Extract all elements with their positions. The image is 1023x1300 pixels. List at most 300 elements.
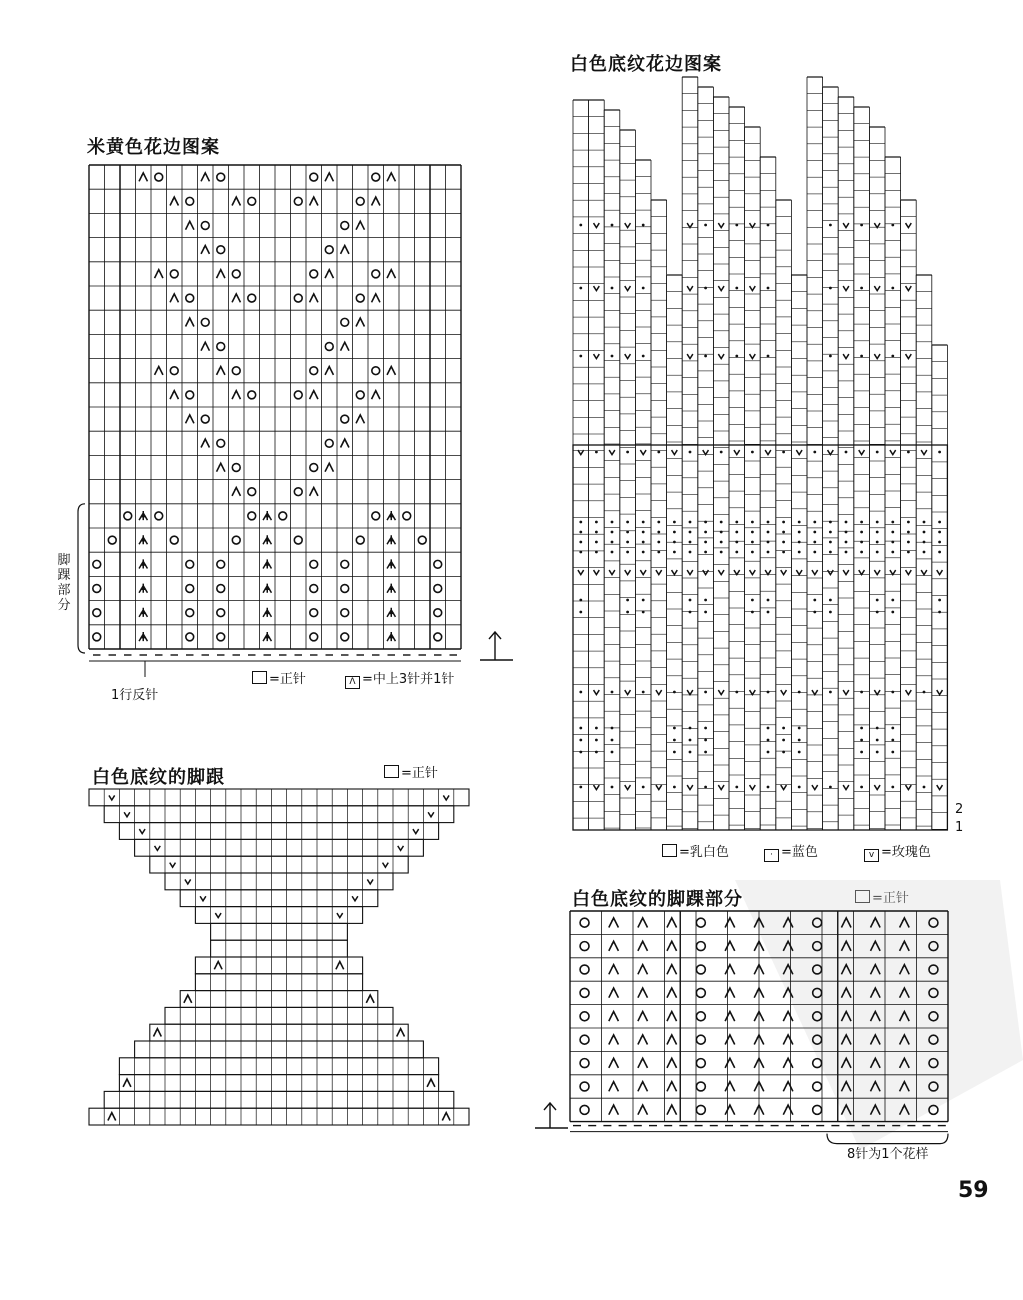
heel-row	[165, 873, 393, 890]
blue-stitch-icon	[611, 355, 614, 358]
blue-stitch-icon	[611, 521, 614, 524]
decrease-icon	[186, 415, 194, 423]
heel-row	[195, 974, 362, 991]
decrease-icon	[217, 367, 225, 375]
decrease-icon	[387, 367, 395, 375]
decrease-icon	[609, 1105, 619, 1115]
yarn-over-icon	[341, 560, 349, 568]
blue-stitch-icon	[595, 739, 598, 742]
blue-stitch-icon	[891, 611, 894, 614]
blue-stitch-icon	[720, 521, 723, 524]
blue-stitch-icon	[720, 541, 723, 544]
yarn-over-icon	[696, 1012, 705, 1021]
decrease-icon	[397, 1029, 405, 1037]
yarn-over-icon	[696, 1082, 705, 1091]
decrease-icon	[356, 318, 364, 326]
blue-stitch-icon	[657, 531, 660, 534]
yarn-over-icon	[93, 560, 101, 568]
blue-stitch-icon	[735, 531, 738, 534]
decrease-icon	[325, 270, 333, 278]
yarn-over-icon	[232, 270, 240, 278]
yarn-over-icon	[279, 512, 287, 520]
decrease-icon	[667, 965, 677, 975]
yarn-over-icon	[434, 560, 442, 568]
decrease-icon	[154, 1029, 162, 1037]
center-double-decrease-icon	[139, 608, 147, 617]
blue-stitch-icon	[689, 739, 692, 742]
blue-stitch-icon	[579, 224, 582, 227]
yarn-over-icon	[248, 391, 256, 399]
blue-stitch-icon	[767, 599, 770, 602]
blue-stitch-icon	[813, 551, 816, 554]
yarn-over-icon	[310, 173, 318, 181]
rose-stitch-icon	[594, 286, 600, 291]
decrease-icon	[638, 1082, 648, 1092]
decrease-icon	[783, 1012, 793, 1022]
blue-stitch-icon	[579, 599, 582, 602]
yarn-over-icon	[813, 1105, 822, 1114]
decrease-icon	[667, 1058, 677, 1068]
blue-stitch-icon	[689, 451, 692, 454]
yarn-over-icon	[372, 173, 380, 181]
heel-row	[135, 839, 424, 856]
rose-stitch-icon	[843, 286, 849, 291]
blue-stitch-icon	[891, 599, 894, 602]
blue-stitch-icon	[611, 691, 614, 694]
yarn-over-icon	[325, 343, 333, 351]
blue-stitch-icon	[735, 551, 738, 554]
blue-stitch-icon	[860, 739, 863, 742]
blue-stitch-icon	[782, 739, 785, 742]
blue-stitch-icon	[891, 751, 894, 754]
rose-stitch-icon	[812, 690, 818, 695]
decrease-icon	[232, 197, 240, 205]
blue-stitch-icon	[782, 521, 785, 524]
rose-stitch-icon	[703, 570, 709, 575]
rose-stitch-icon	[656, 570, 662, 575]
yarn-over-icon	[186, 560, 194, 568]
blue-stitch-icon	[798, 691, 801, 694]
rose-stitch-icon	[734, 570, 740, 575]
blue-stitch-icon	[860, 355, 863, 358]
decrease-icon	[139, 173, 147, 181]
blue-stitch-icon	[923, 521, 926, 524]
blue-stitch-icon	[829, 541, 832, 544]
watermark-shape	[735, 880, 1023, 1150]
yarn-over-icon	[155, 173, 163, 181]
blue-stitch-icon	[813, 531, 816, 534]
yarn-over-icon	[356, 536, 364, 544]
blue-stitch-icon	[782, 531, 785, 534]
rose-stitch-icon	[155, 846, 161, 851]
rose-stitch-icon	[843, 690, 849, 695]
heel-row	[211, 940, 348, 957]
rose-stitch-icon	[843, 785, 849, 790]
blue-stitch-icon	[860, 521, 863, 524]
blue-stitch-icon	[704, 599, 707, 602]
rose-stitch-icon	[656, 785, 662, 790]
row-number-1: 1	[955, 820, 964, 835]
blue-stitch-icon	[767, 751, 770, 754]
decrease-icon	[108, 1113, 116, 1121]
blue-stitch-icon	[673, 521, 676, 524]
yarn-over-icon	[186, 585, 194, 593]
yarn-over-icon	[217, 173, 225, 181]
blue-stitch-icon	[751, 599, 754, 602]
rose-stitch-icon	[609, 450, 615, 455]
blue-stitch-icon	[767, 541, 770, 544]
blue-stitch-icon	[689, 751, 692, 754]
page-number: 59	[958, 1178, 989, 1203]
blue-stitch-icon	[642, 786, 645, 789]
heel-row	[180, 890, 378, 907]
heel-row	[150, 856, 408, 873]
yarn-over-icon	[155, 512, 163, 520]
blue-stitch-icon	[751, 611, 754, 614]
yarn-over-icon	[93, 585, 101, 593]
blue-stitch-icon	[689, 551, 692, 554]
center-double-decrease-icon	[139, 632, 147, 641]
yarn-over-icon	[580, 1105, 589, 1114]
yarn-over-icon	[186, 391, 194, 399]
decrease-icon	[325, 463, 333, 471]
blue-stitch-icon	[579, 531, 582, 534]
decrease-icon	[442, 1113, 450, 1121]
yarn-over-icon	[418, 536, 426, 544]
blue-stitch-icon	[860, 224, 863, 227]
blue-stitch-icon	[798, 551, 801, 554]
yarn-over-icon	[372, 512, 380, 520]
yarn-over-icon	[580, 918, 589, 927]
rose-stitch-icon	[859, 450, 865, 455]
rose-stitch-icon	[703, 450, 709, 455]
rose-legend-icon: v	[864, 849, 879, 862]
yarn-over-icon	[217, 246, 225, 254]
blue-stitch-icon	[767, 287, 770, 290]
rose-stitch-icon	[812, 785, 818, 790]
rose-stitch-icon	[750, 286, 756, 291]
chart-d-title: 白色底纹的脚踝部分	[572, 889, 743, 910]
blue-stitch-icon	[595, 727, 598, 730]
yarn-over-icon	[356, 197, 364, 205]
blue-stitch-icon	[798, 531, 801, 534]
decrease-icon	[609, 965, 619, 975]
blue-stitch-icon	[845, 521, 848, 524]
blue-stitch-icon	[845, 541, 848, 544]
rose-stitch-icon	[718, 354, 724, 359]
rose-stitch-icon	[750, 354, 756, 359]
yarn-over-icon	[310, 464, 318, 472]
heel-row	[135, 1041, 424, 1058]
blue-stitch-icon	[782, 751, 785, 754]
blue-stitch-icon	[767, 531, 770, 534]
decrease-icon	[155, 367, 163, 375]
blue-stitch-icon	[923, 531, 926, 534]
rose-stitch-icon	[859, 570, 865, 575]
decrease-icon	[217, 463, 225, 471]
rose-stitch-icon	[594, 785, 600, 790]
blue-stitch-icon	[923, 541, 926, 544]
rose-stitch-icon	[578, 570, 584, 575]
rose-stitch-icon	[413, 829, 419, 834]
rose-stitch-icon	[890, 450, 896, 455]
yarn-over-icon	[356, 391, 364, 399]
rose-stitch-icon	[640, 450, 646, 455]
blue-stitch-icon	[611, 531, 614, 534]
yarn-over-icon	[696, 1105, 705, 1114]
rose-stitch-icon	[843, 223, 849, 228]
decrease-icon	[186, 221, 194, 229]
decrease-icon	[725, 1105, 735, 1115]
yarn-over-icon	[813, 1082, 822, 1091]
blue-stitch-icon	[798, 541, 801, 544]
decrease-icon	[123, 1079, 131, 1087]
rose-stitch-icon	[874, 286, 880, 291]
blue-stitch-icon	[891, 727, 894, 730]
yarn-over-icon	[170, 536, 178, 544]
yarn-over-icon	[170, 270, 178, 278]
rose-stitch-icon	[796, 570, 802, 575]
rose-stitch-icon	[352, 896, 358, 901]
repeat-note: 8针为1个花样	[847, 1147, 929, 1162]
yarn-over-icon	[232, 464, 240, 472]
blue-stitch-icon	[704, 691, 707, 694]
blue-stitch-icon	[860, 751, 863, 754]
decrease-icon	[638, 1035, 648, 1045]
blue-stitch-icon	[751, 541, 754, 544]
decrease-icon	[201, 173, 209, 181]
yarn-over-icon	[108, 536, 116, 544]
yarn-over-icon	[341, 222, 349, 230]
blue-stitch-icon	[720, 531, 723, 534]
blue-stitch-icon	[626, 599, 629, 602]
rose-stitch-icon	[921, 450, 927, 455]
chart-a-grid	[78, 165, 461, 677]
rose-stitch-icon	[750, 570, 756, 575]
blue-stitch-icon	[611, 786, 614, 789]
center-double-decrease-icon	[387, 584, 395, 593]
blue-stitch-icon	[767, 355, 770, 358]
rose-stitch-icon	[594, 223, 600, 228]
decrease-icon	[325, 367, 333, 375]
rose-stitch-icon	[906, 690, 912, 695]
decrease-icon	[638, 988, 648, 998]
decrease-icon	[609, 918, 619, 928]
yarn-over-icon	[580, 1012, 589, 1021]
rose-stitch-icon	[843, 570, 849, 575]
decrease-icon	[336, 962, 344, 970]
blue-stitch-icon	[720, 451, 723, 454]
blue-stitch-icon	[876, 551, 879, 554]
blue-stitch-icon	[829, 287, 832, 290]
blue-stitch-icon	[657, 521, 660, 524]
blue-stitch-icon	[579, 727, 582, 730]
center-double-decrease-icon	[263, 608, 271, 617]
blue-stitch-icon	[891, 521, 894, 524]
blue-stitch-icon	[579, 751, 582, 754]
blue-stitch-icon	[735, 786, 738, 789]
blue-stitch-icon	[751, 531, 754, 534]
rose-stitch-icon	[398, 846, 404, 851]
yarn-over-icon	[696, 965, 705, 974]
decrease-icon	[783, 1082, 793, 1092]
yarn-over-icon	[186, 197, 194, 205]
blue-stitch-icon	[876, 739, 879, 742]
yarn-over-icon	[325, 246, 333, 254]
blue-stitch-icon	[907, 521, 910, 524]
chart-b-title: 白色底纹的脚跟	[92, 767, 225, 788]
blue-stitch-icon	[642, 521, 645, 524]
yarn-over-icon	[186, 294, 194, 302]
rose-stitch-icon	[750, 690, 756, 695]
chart-a-title: 米黄色花边图案	[87, 137, 220, 158]
blue-stitch-icon	[642, 599, 645, 602]
decrease-icon	[667, 1035, 677, 1045]
blue-stitch-icon	[735, 355, 738, 358]
rose-stitch-icon	[906, 223, 912, 228]
decrease-icon	[341, 246, 349, 254]
blue-stitch-icon	[782, 541, 785, 544]
yarn-over-icon	[186, 633, 194, 641]
blue-stitch-icon	[704, 727, 707, 730]
blue-stitch-icon	[579, 521, 582, 524]
decrease-icon	[783, 1105, 793, 1115]
blue-stitch-icon	[938, 451, 941, 454]
ankle-bracket	[78, 504, 85, 653]
blue-stitch-icon	[891, 531, 894, 534]
chart-b-grid	[89, 789, 469, 1125]
rose-stitch-icon	[215, 913, 221, 918]
blue-stitch-icon	[657, 451, 660, 454]
decrease-icon	[356, 221, 364, 229]
blue-stitch-icon	[579, 355, 582, 358]
blue-stitch-icon	[891, 224, 894, 227]
rose-stitch-icon	[906, 570, 912, 575]
yarn-over-icon	[124, 512, 132, 520]
blue-stitch-icon	[829, 224, 832, 227]
yarn-over-icon	[434, 585, 442, 593]
rose-stitch-icon	[625, 354, 631, 359]
blue-stitch-icon	[813, 611, 816, 614]
decrease-icon	[725, 965, 735, 975]
heel-row	[211, 923, 348, 940]
blue-stitch-icon	[767, 611, 770, 614]
rose-stitch-icon	[750, 785, 756, 790]
yarn-over-icon	[93, 609, 101, 617]
yarn-over-icon	[310, 585, 318, 593]
decrease-icon	[217, 270, 225, 278]
decrease-icon	[667, 1082, 677, 1092]
yarn-over-icon	[170, 367, 178, 375]
decrease-icon	[170, 391, 178, 399]
blue-stitch-icon	[642, 355, 645, 358]
heel-row	[165, 1007, 393, 1024]
rose-stitch-icon	[687, 785, 693, 790]
decrease-icon	[638, 1012, 648, 1022]
blue-stitch-icon	[642, 541, 645, 544]
repeat-bracket	[827, 1134, 948, 1144]
yarn-over-icon	[341, 415, 349, 423]
blue-stitch-icon	[673, 727, 676, 730]
rose-stitch-icon	[937, 570, 943, 575]
yarn-over-icon	[696, 988, 705, 997]
blue-stitch-icon	[923, 551, 926, 554]
decrease-icon	[387, 270, 395, 278]
yarn-over-icon	[248, 197, 256, 205]
rose-stitch-icon	[812, 570, 818, 575]
blue-stitch-icon	[891, 287, 894, 290]
blue-stitch-icon	[891, 551, 894, 554]
yarn-over-icon	[201, 222, 209, 230]
blue-stitch-icon	[907, 451, 910, 454]
yarn-over-icon	[217, 609, 225, 617]
blue-stitch-icon	[579, 611, 582, 614]
rose-stitch-icon	[765, 450, 771, 455]
decrease-icon	[387, 173, 395, 181]
decrease-icon	[170, 197, 178, 205]
yarn-over-icon	[356, 294, 364, 302]
blue-stitch-icon	[876, 599, 879, 602]
rose-stitch-icon	[765, 570, 771, 575]
blue-stitch-icon	[673, 751, 676, 754]
center-double-decrease-icon	[387, 608, 395, 617]
rose-stitch-icon	[609, 570, 615, 575]
yarn-over-icon	[232, 536, 240, 544]
blue-stitch-icon	[689, 611, 692, 614]
blue-stitch-icon	[782, 451, 785, 454]
blue-stitch-icon	[626, 521, 629, 524]
heel-row	[89, 1108, 469, 1125]
blue-stitch-icon	[907, 531, 910, 534]
heel-row	[180, 991, 378, 1008]
blue-stitch-icon	[595, 551, 598, 554]
yarn-over-icon	[434, 633, 442, 641]
blue-stitch-icon	[923, 786, 926, 789]
yarn-over-icon	[696, 1059, 705, 1068]
blue-stitch-icon	[579, 551, 582, 554]
center-double-decrease-icon	[139, 584, 147, 593]
blue-stitch-icon	[813, 541, 816, 544]
rose-stitch-icon	[625, 785, 631, 790]
decrease-icon	[232, 294, 240, 302]
yarn-over-icon	[310, 367, 318, 375]
decrease-icon	[609, 941, 619, 951]
blue-stitch-icon	[611, 541, 614, 544]
blue-stitch-icon	[798, 727, 801, 730]
blue-stitch-icon	[891, 355, 894, 358]
yarn-over-icon	[403, 512, 411, 520]
blue-stitch-icon	[860, 551, 863, 554]
rose-stitch-icon	[594, 570, 600, 575]
decrease-icon	[638, 1105, 648, 1115]
blue-stitch-icon	[642, 287, 645, 290]
decrease-icon	[609, 1082, 619, 1092]
rose-stitch-icon	[828, 450, 834, 455]
rose-stitch-icon	[594, 354, 600, 359]
blue-stitch-icon	[689, 599, 692, 602]
rose-stitch-icon	[687, 570, 693, 575]
blue-stitch-icon	[689, 531, 692, 534]
blue-stitch-icon	[704, 751, 707, 754]
decrease-icon	[609, 1058, 619, 1068]
blue-stitch-icon	[860, 727, 863, 730]
yarn-over-icon	[580, 1082, 589, 1091]
rose-stitch-icon	[185, 879, 191, 884]
rose-stitch-icon	[874, 785, 880, 790]
decrease-icon	[667, 988, 677, 998]
decrease-icon	[325, 173, 333, 181]
yarn-over-icon	[294, 197, 302, 205]
